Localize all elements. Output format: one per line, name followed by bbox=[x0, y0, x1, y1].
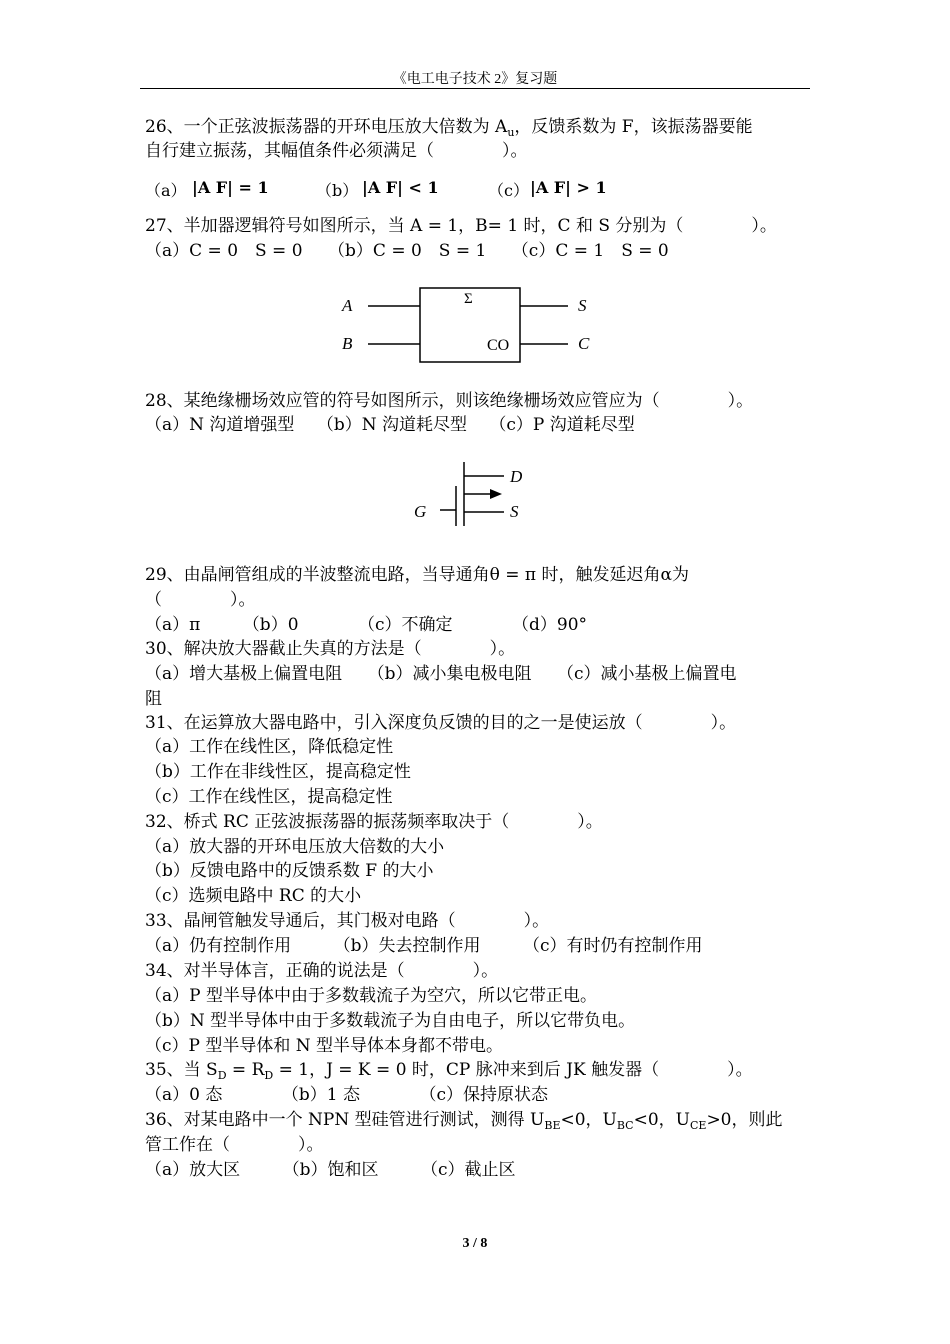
q31-line1: 31、在运算放大器电路中，引入深度负反馈的目的之一是使运放（ ）。 bbox=[145, 713, 737, 733]
q26-opt-a-expr: |A F| = 1 bbox=[192, 178, 269, 197]
q36-sub-bc: BC bbox=[616, 1119, 634, 1132]
q26-opt-b-expr: |A F| < 1 bbox=[362, 178, 439, 197]
q36-options: （a）放大区 （b）饱和区 （c）截止区 bbox=[145, 1160, 516, 1180]
q30-line1: 30、解决放大器截止失真的方法是（ ）。 bbox=[145, 639, 516, 659]
label-s: S bbox=[578, 296, 587, 315]
q28-line1: 28、某绝缘栅场效应管的符号如图所示，则该绝缘栅场效应管应为（ ）。 bbox=[145, 391, 754, 411]
label-b: B bbox=[342, 334, 353, 353]
q29-line1: 29、由晶闸管组成的半波整流电路，当导通角θ = π 时，触发延迟角α为 bbox=[145, 565, 689, 585]
q35-text-pre: 35、当 S bbox=[145, 1060, 218, 1080]
q27-line1: 27、半加器逻辑符号如图所示，当 A = 1，B= 1 时，C 和 S 分别为（ ）。 bbox=[145, 216, 777, 236]
q32-opt-c: （c）选频电路中 RC 的大小 bbox=[145, 886, 362, 906]
q32-opt-b: （b）反馈电路中的反馈系数 F 的大小 bbox=[145, 861, 434, 881]
q35-sub-d2: D bbox=[264, 1069, 274, 1082]
q36-text-pre: 36、对某电路中一个 NPN 型硅管进行测试，测得 U bbox=[145, 1110, 545, 1130]
q26-opt-b-label: （b） bbox=[316, 181, 359, 200]
header-rule bbox=[140, 88, 810, 89]
substrate-arrow bbox=[490, 489, 502, 499]
q29-options: （a）π （b）0 （c）不确定 （d）90° bbox=[145, 615, 588, 635]
header-title: 《电工电子技术 2》复习题 bbox=[392, 72, 558, 87]
q35-options: （a）0 态 （b）1 态 （c）保持原状态 bbox=[145, 1085, 548, 1105]
q26-text: 26、一个正弦波振荡器的开环电压放大倍数为 A bbox=[145, 117, 508, 137]
label-a: A bbox=[342, 296, 353, 315]
q26-text-tail: ，反馈系数为 F，该振荡器要能 bbox=[514, 117, 753, 137]
q35-line1 bbox=[145, 1059, 753, 1087]
q31-opt-a: （a）工作在线性区，降低稳定性 bbox=[145, 737, 394, 757]
label-c: C bbox=[578, 334, 590, 353]
q28-options: （a）N 沟道增强型 （b）N 沟道耗尽型 （c）P 沟道耗尽型 bbox=[145, 415, 635, 435]
q35-sub-d1: D bbox=[217, 1069, 227, 1082]
q26-sub-u: u bbox=[507, 126, 515, 139]
q36-seg-be: <0，U bbox=[560, 1110, 617, 1130]
label-sigma: Σ bbox=[464, 291, 473, 307]
q34-opt-a: （a）P 型半导体中由于多数载流子为空穴，所以它带正电。 bbox=[145, 986, 597, 1006]
q34-line1: 34、对半导体言，正确的说法是（ ）。 bbox=[145, 961, 499, 981]
q36-line2: 管工作在（ ）。 bbox=[145, 1135, 324, 1155]
q26-opt-a-label: （a） bbox=[145, 181, 187, 200]
q30-options-cont: 阻 bbox=[145, 689, 162, 709]
q26-opt-c-expr: |A F| > 1 bbox=[530, 178, 607, 197]
q32-line1: 32、桥式 RC 正弦波振荡器的振荡频率取决于（ ）。 bbox=[145, 812, 603, 832]
label-d: D bbox=[510, 467, 523, 486]
mosfet-symbol bbox=[410, 456, 550, 532]
q30-options: （a）增大基极上偏置电阻 （b）减小集电极电阻 （c）减小基极上偏置电 bbox=[145, 664, 737, 684]
q27-options: （a）C = 0 S = 0 （b）C = 0 S = 1 （c）C = 1 S = 0 bbox=[145, 241, 669, 261]
q31-opt-c: （c）工作在线性区，提高稳定性 bbox=[145, 787, 393, 807]
half-adder-diagram bbox=[330, 282, 610, 368]
q36-text-tail: >0，则此 bbox=[706, 1110, 783, 1130]
q36-sub-be: BE bbox=[544, 1119, 561, 1132]
q36-seg-bc: <0，U bbox=[633, 1110, 690, 1130]
q35-text-mid: = R bbox=[226, 1060, 265, 1080]
label-s-fet: S bbox=[510, 502, 519, 521]
label-co: CO bbox=[487, 337, 510, 354]
q33-line1: 33、晶闸管触发导通后，其门极对电路（ ）。 bbox=[145, 911, 550, 931]
q29-line2: （ ）。 bbox=[145, 590, 256, 610]
q26-opt-c-label: （c） bbox=[488, 181, 529, 200]
q26-line2: 自行建立振荡，其幅值条件必须满足（ ）。 bbox=[145, 141, 528, 161]
q34-opt-b: （b）N 型半导体中由于多数载流子为自由电子，所以它带负电。 bbox=[145, 1011, 636, 1031]
q34-opt-c: （c）P 型半导体和 N 型半导体本身都不带电。 bbox=[145, 1036, 504, 1056]
q31-opt-b: （b）工作在非线性区，提高稳定性 bbox=[145, 762, 411, 782]
page-number: 3 / 8 bbox=[462, 1236, 488, 1251]
q36-line1 bbox=[145, 1109, 783, 1137]
q35-text-tail: = 1，J = K = 0 时，CP 脉冲来到后 JK 触发器（ ）。 bbox=[273, 1060, 753, 1080]
q33-options: （a）仍有控制作用 （b）失去控制作用 （c）有时仍有控制作用 bbox=[145, 936, 703, 956]
q36-sub-ce: CE bbox=[689, 1119, 707, 1132]
label-g: G bbox=[414, 502, 427, 521]
q32-opt-a: （a）放大器的开环电压放大倍数的大小 bbox=[145, 837, 445, 857]
